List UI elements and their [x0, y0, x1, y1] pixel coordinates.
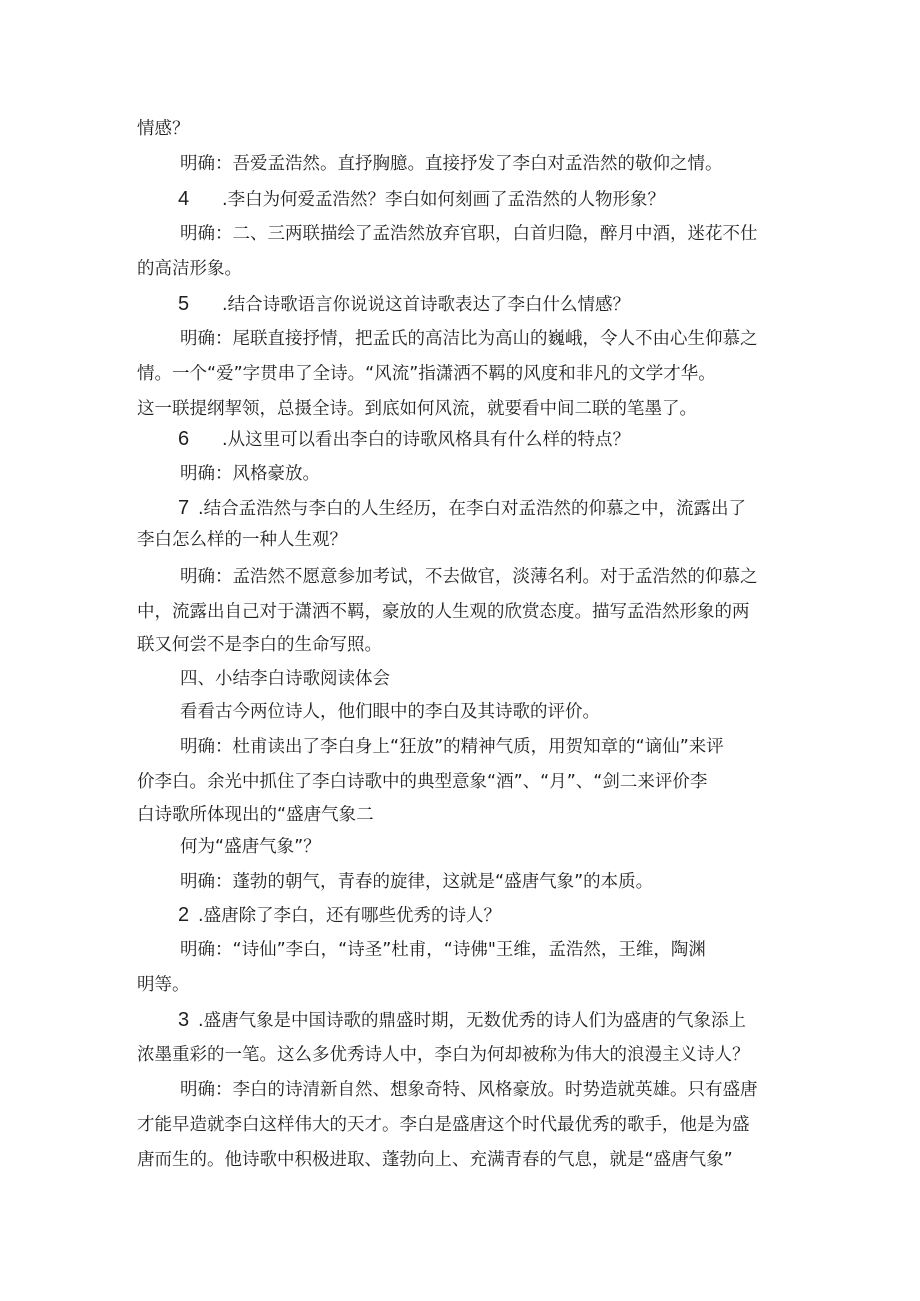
line-text: 联又何尝不是李白的生命写照。 — [137, 635, 382, 655]
line-text: 明确：蓬勃的朝气，青春的旋律，这就是“盛唐气象”的本质。 — [180, 872, 654, 892]
line-text: 明确：杜甫读出了李白身上“狂放”的精神气质，用贺知章的“谪仙”来评 — [180, 737, 724, 757]
text-line — [137, 594, 902, 630]
text-line — [180, 216, 902, 252]
line-text: 这一联提纲挈领，总摄全诗。到底如何风流，就要看中间二联的笔墨了。 — [137, 399, 697, 419]
line-text: 明确：风格豪放。 — [180, 464, 320, 484]
text-line — [137, 1107, 902, 1143]
section-heading — [180, 661, 902, 697]
item-number: 7 — [178, 497, 190, 519]
line-text: 唐而生的。他诗歌中积极进取、蓬勃向上、充满青春的气息，就是“盛唐气象” — [137, 1150, 733, 1170]
line-text: 何为“盛唐气象”？ — [180, 837, 321, 857]
line-text: 白诗歌所体现出的“盛唐气象二 — [137, 805, 374, 825]
line-text: 明确：李白的诗清新自然、想象奇特、风格豪放。时势造就英雄。只有盛唐 — [180, 1080, 758, 1100]
line-text: 明确：吾爱孟浩然。直抒胸臆。直接抒发了李白对孟浩然的敬仰之情。 — [180, 154, 723, 174]
text-line — [137, 967, 902, 1003]
text-line — [137, 111, 902, 147]
numbered-line — [178, 490, 902, 526]
line-text: 看看古今两位诗人，他们眼中的李白及其诗歌的评价。 — [180, 702, 600, 722]
numbered-line — [178, 181, 902, 217]
line-text: .李白为何爱孟浩然？李白如何刻画了孟浩然的人物形象？ — [222, 190, 666, 210]
line-text: 才能早造就李白这样伟大的天才。李白是盛唐这个时代最优秀的歌手，他是为盛 — [137, 1115, 750, 1135]
text-line — [180, 321, 902, 357]
text-line — [137, 1142, 902, 1178]
line-text: 浓墨重彩的一笔。这么多优秀诗人中，李白为何却被称为伟大的浪漫主义诗人？ — [137, 1045, 750, 1065]
line-text: 明等。 — [137, 975, 190, 995]
item-number: 4 — [178, 188, 190, 210]
line-text: 中，流露出自己对于潇洒不羁，豪放的人生观的欣赏态度。描写孟浩然形象的两 — [137, 602, 750, 622]
line-text: 的高洁形象。 — [137, 259, 242, 279]
item-number: 5 — [178, 293, 190, 315]
text-line — [137, 522, 902, 558]
line-text: 情感？ — [137, 119, 190, 139]
item-number: 3 — [178, 1009, 190, 1031]
numbered-line — [178, 421, 902, 457]
line-text: .盛唐气象是中国诗歌的鼎盛时期，无数优秀的诗人们为盛唐的气象添上 — [198, 1011, 747, 1031]
numbered-line — [178, 897, 902, 933]
text-line — [180, 829, 902, 865]
text-line — [180, 456, 902, 492]
text-line — [180, 932, 902, 968]
line-text: 明确：二、三两联描绘了孟浩然放弃官职，白首归隐，醉月中酒，迷花不仕 — [180, 224, 758, 244]
text-line — [180, 146, 902, 182]
line-text: 李白怎么样的一种人生观？ — [137, 530, 347, 550]
numbered-line — [178, 1002, 902, 1038]
text-line — [180, 694, 902, 730]
text-line — [180, 729, 902, 765]
text-line — [137, 627, 902, 663]
item-number: 6 — [178, 428, 190, 450]
text-line — [137, 764, 902, 800]
text-line — [180, 1072, 902, 1108]
line-text: .从这里可以看出李白的诗歌风格具有什么样的特点？ — [222, 430, 631, 450]
text-line — [180, 864, 902, 900]
line-text: 价李白。余光中抓住了李白诗歌中的典型意象“酒”、“月”、“剑二来评价李 — [137, 772, 708, 792]
text-line — [137, 797, 902, 833]
line-text: 情。一个“爱”字贯串了全诗。“风流”指潇洒不羁的风度和非凡的文学才华。 — [137, 364, 716, 384]
text-line — [137, 356, 902, 392]
text-line — [137, 1037, 902, 1073]
line-text: 明确：孟浩然不愿意参加考试，不去做官，淡薄名利。对于孟浩然的仰慕之 — [180, 567, 758, 587]
line-text: .盛唐除了李白，还有哪些优秀的诗人？ — [198, 906, 502, 926]
line-text: 四、小结李白诗歌阅读体会 — [180, 669, 390, 689]
text-line — [180, 559, 902, 595]
line-text: .结合孟浩然与李白的人生经历，在李白对孟浩然的仰慕之中，流露出了 — [198, 499, 747, 519]
numbered-line — [178, 286, 902, 322]
line-text: .结合诗歌语言你说说这首诗歌表达了李白什么情感？ — [222, 295, 631, 315]
item-number: 2 — [178, 904, 190, 926]
text-line — [137, 251, 902, 287]
line-text: 明确：尾联直接抒情，把孟氏的高洁比为高山的巍峨，令人不由心生仰慕之 — [180, 329, 758, 349]
line-text: 明确：“诗仙”李白，“诗圣”杜甫，“诗佛"王维，孟浩然，王维，陶渊 — [180, 940, 706, 960]
